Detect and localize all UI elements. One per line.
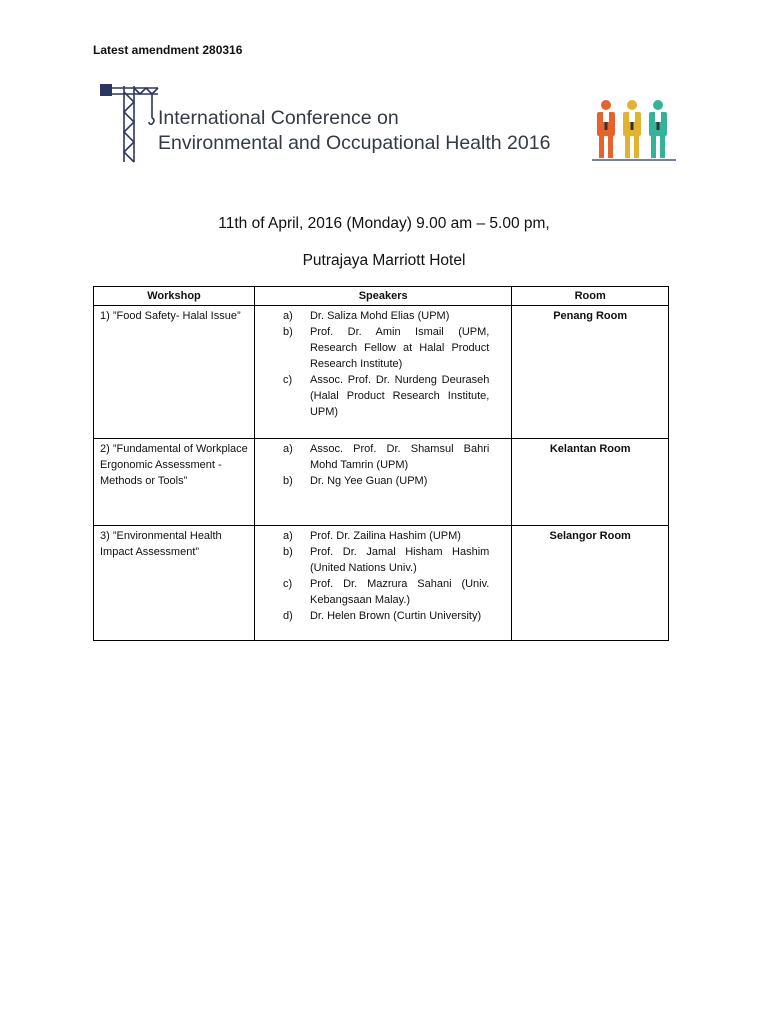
speaker-marker: a) (282, 310, 293, 322)
speaker-marker: a) (282, 530, 293, 542)
speaker-list (283, 308, 489, 420)
speaker-name: Assoc. Prof. Dr. Nurdeng Deuraseh (Halal Product Research Institute, UPM) (309, 374, 490, 418)
workers-icon (592, 98, 676, 162)
speaker-name: Dr. Ng Yee Guan (UPM) (309, 475, 428, 487)
workshop-schedule-table (93, 286, 669, 641)
conference-title-line2: Environmental and Occupational Health 2016 (158, 132, 551, 154)
speaker-item (283, 608, 489, 624)
room-name: Kelantan Room (512, 439, 669, 526)
worker-orange-icon (597, 100, 615, 158)
amendment-note: Latest amendment 280316 (93, 43, 243, 57)
table-row (94, 526, 669, 641)
speaker-name: Dr. Helen Brown (Curtin University) (309, 610, 482, 622)
speaker-list (283, 528, 489, 624)
table-row (94, 439, 669, 526)
conference-logo (98, 80, 678, 164)
speaker-item (283, 544, 489, 576)
conference-title-line1: International Conference on (158, 107, 399, 129)
speaker-list (283, 441, 489, 489)
worker-teal-icon (649, 100, 667, 158)
speaker-list-cell (254, 526, 511, 641)
speaker-marker: b) (282, 546, 293, 558)
worker-yellow-icon (623, 100, 641, 158)
speaker-item (283, 372, 489, 420)
speaker-name: Prof. Dr. Mazrura Sahani (Univ. Kebangsaan Malay.) (309, 578, 490, 606)
speaker-marker: b) (282, 475, 293, 487)
speaker-marker: b) (282, 326, 293, 338)
speaker-name: Dr. Saliza Mohd Elias (UPM) (309, 310, 450, 322)
speaker-name: Assoc. Prof. Dr. Shamsul Bahri Mohd Tamrin (UPM) (309, 443, 490, 471)
table-row (94, 306, 669, 439)
workshop-title: 3) ”Environmental Health Impact Assessment” (94, 526, 255, 641)
room-name: Selangor Room (512, 526, 669, 641)
speaker-item (283, 441, 489, 473)
event-date-time: 11th of April, 2016 (Monday) 9.00 am – 5.00 pm, (218, 215, 550, 232)
workshop-title: 2) ”Fundamental of Workplace Ergonomic Assessment - Methods or Tools” (94, 439, 255, 526)
header-room: Room (512, 287, 669, 306)
header-speakers: Speakers (254, 287, 511, 306)
speaker-list-cell (254, 439, 511, 526)
speaker-list-cell (254, 306, 511, 439)
room-name: Penang Room (512, 306, 669, 439)
speaker-marker: c) (282, 578, 293, 590)
speaker-item (283, 473, 489, 489)
speaker-marker: a) (282, 443, 293, 455)
speaker-item (283, 308, 489, 324)
table-header-row (94, 287, 669, 306)
speaker-name: Prof. Dr. Jamal Hisham Hashim (United Nations Univ.) (309, 546, 490, 574)
header-workshop: Workshop (94, 287, 255, 306)
speaker-name: Prof. Dr. Zailina Hashim (UPM) (309, 530, 461, 542)
speaker-marker: d) (282, 610, 293, 622)
speaker-item (283, 576, 489, 608)
speaker-name: Prof. Dr. Amin Ismail (UPM, Research Fellow at Halal Product Research Institute) (309, 326, 490, 370)
speaker-marker: c) (282, 374, 293, 386)
workshop-title: 1) ”Food Safety- Halal Issue” (94, 306, 255, 439)
speaker-item (283, 324, 489, 372)
event-venue: Putrajaya Marriott Hotel (302, 252, 466, 269)
speaker-item (283, 528, 489, 544)
crane-icon (98, 80, 160, 164)
